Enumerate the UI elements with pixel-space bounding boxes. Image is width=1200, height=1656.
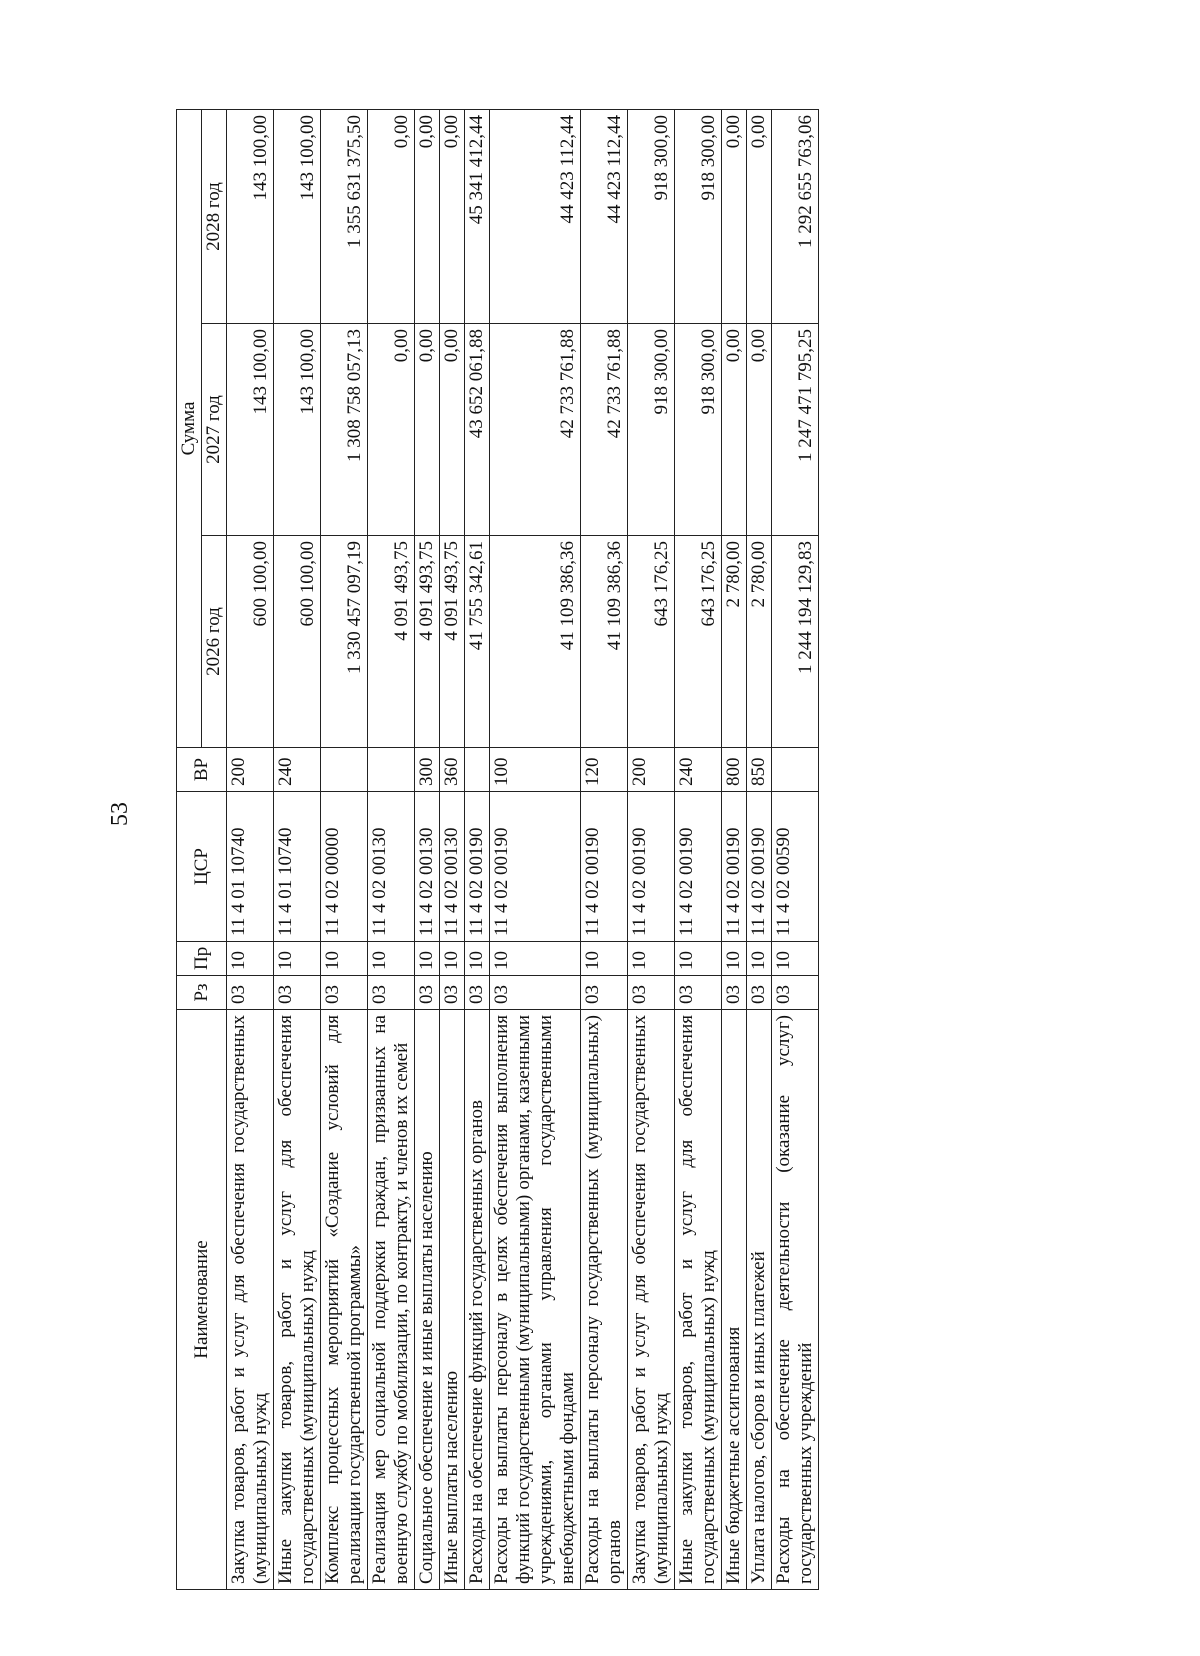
table-row: [581, 109, 628, 1589]
table-row: [747, 109, 772, 1589]
cell-rz: 03: [628, 976, 675, 1010]
page-number: 53: [107, 802, 133, 826]
cell-2027: 0,00: [722, 324, 747, 536]
cell-pr: 10: [722, 942, 747, 976]
cell-2027: 1 247 471 795,25: [772, 324, 819, 536]
cell-vr: 300: [415, 748, 440, 792]
cell-rz: 03: [675, 976, 722, 1010]
cell-name: Комплекс процессных мероприятий «Создание условий для реализации государственной программы»: [321, 1010, 368, 1590]
cell-name: Расходы на выплаты персоналу в целях обеспечения выполнения функций государственными (муниципальными) органами, казенными учреждениями, органами управления государственными внебюджетными фондами: [490, 1010, 581, 1590]
header-csr: ЦСР: [177, 792, 227, 942]
cell-csr: 11 4 02 00190: [747, 792, 772, 942]
cell-name: Реализация мер социальной поддержки граждан, призванных на военную службу по мобилизации, по контракту, и членов их семей: [368, 1010, 415, 1590]
cell-csr: 11 4 02 00130: [368, 792, 415, 942]
cell-csr: 11 4 02 00190: [675, 792, 722, 942]
cell-2026: 2 780,00: [722, 536, 747, 748]
cell-rz: 03: [321, 976, 368, 1010]
cell-csr: 11 4 01 10740: [274, 792, 321, 942]
cell-rz: 03: [465, 976, 490, 1010]
table-row: [628, 109, 675, 1589]
cell-2026: 600 100,00: [227, 536, 274, 748]
cell-name: Уплата налогов, сборов и иных платежей: [747, 1010, 772, 1590]
table-row: [321, 109, 368, 1589]
cell-pr: 10: [490, 942, 581, 976]
cell-name: Иные закупки товаров, работ и услуг для обеспечения государственных (муниципальных) нужд: [675, 1010, 722, 1590]
cell-pr: 10: [440, 942, 465, 976]
table-row: [465, 109, 490, 1589]
cell-2028: 918 300,00: [628, 109, 675, 323]
cell-vr: 120: [581, 748, 628, 792]
cell-pr: 10: [675, 942, 722, 976]
cell-2028: 0,00: [415, 109, 440, 323]
table-row: [368, 109, 415, 1589]
cell-rz: 03: [722, 976, 747, 1010]
cell-name: Иные выплаты населению: [440, 1010, 465, 1590]
cell-2027: 1 308 758 057,13: [321, 324, 368, 536]
cell-name: Расходы на выплаты персоналу государственных (муниципальных) органов: [581, 1010, 628, 1590]
cell-rz: 03: [415, 976, 440, 1010]
cell-pr: 10: [772, 942, 819, 976]
cell-rz: 03: [227, 976, 274, 1010]
cell-vr: [772, 748, 819, 792]
cell-2028: 0,00: [440, 109, 465, 323]
table-row: [490, 109, 581, 1589]
cell-name: Социальное обеспечение и иные выплаты населению: [415, 1010, 440, 1590]
cell-pr: 10: [321, 942, 368, 976]
table-row: [274, 109, 321, 1589]
table-row: [722, 109, 747, 1589]
budget-table: [176, 109, 819, 1590]
cell-csr: 11 4 02 00130: [440, 792, 465, 942]
cell-2027: 0,00: [747, 324, 772, 536]
cell-2028: 0,00: [747, 109, 772, 323]
cell-vr: 200: [628, 748, 675, 792]
cell-2026: 600 100,00: [274, 536, 321, 748]
cell-2028: 918 300,00: [675, 109, 722, 323]
cell-2027: 0,00: [368, 324, 415, 536]
cell-2027: 918 300,00: [675, 324, 722, 536]
header-pr: Пр: [177, 942, 227, 976]
cell-pr: 10: [581, 942, 628, 976]
cell-2026: 1 244 194 129,83: [772, 536, 819, 748]
cell-2026: 4 091 493,75: [368, 536, 415, 748]
cell-2026: 1 330 457 097,19: [321, 536, 368, 748]
header-rz: Рз: [177, 976, 227, 1010]
cell-name: Закупка товаров, работ и услуг для обеспечения государственных (муниципальных) нужд: [628, 1010, 675, 1590]
cell-2027: 42 733 761,88: [490, 324, 581, 536]
cell-2027: 143 100,00: [227, 324, 274, 536]
cell-2027: 143 100,00: [274, 324, 321, 536]
header-2027: 2027 год: [202, 324, 227, 536]
cell-name: Закупка товаров, работ и услуг для обеспечения государственных (муниципальных) нужд: [227, 1010, 274, 1590]
cell-2028: 1 355 631 375,50: [321, 109, 368, 323]
cell-2027: 42 733 761,88: [581, 324, 628, 536]
cell-2026: 41 109 386,36: [490, 536, 581, 748]
cell-pr: 10: [227, 942, 274, 976]
cell-csr: 11 4 02 00590: [772, 792, 819, 942]
cell-2028: 1 292 655 763,06: [772, 109, 819, 323]
cell-rz: 03: [274, 976, 321, 1010]
cell-pr: 10: [747, 942, 772, 976]
cell-2027: 43 652 061,88: [465, 324, 490, 536]
cell-csr: 11 4 01 10740: [227, 792, 274, 942]
cell-pr: 10: [368, 942, 415, 976]
cell-2026: 41 755 342,61: [465, 536, 490, 748]
cell-vr: 200: [227, 748, 274, 792]
cell-rz: 03: [440, 976, 465, 1010]
cell-2026: 643 176,25: [628, 536, 675, 748]
cell-csr: 11 4 02 00190: [628, 792, 675, 942]
header-name: Наименование: [177, 1010, 227, 1590]
cell-2028: 44 423 112,44: [581, 109, 628, 323]
table-row: [440, 109, 465, 1589]
cell-2027: 918 300,00: [628, 324, 675, 536]
cell-csr: 11 4 02 00190: [465, 792, 490, 942]
cell-2026: 643 176,25: [675, 536, 722, 748]
cell-vr: [321, 748, 368, 792]
cell-2026: 2 780,00: [747, 536, 772, 748]
rotated-table-container: [176, 110, 1006, 1590]
cell-vr: 240: [675, 748, 722, 792]
cell-vr: 850: [747, 748, 772, 792]
table-row: [675, 109, 722, 1589]
cell-vr: 360: [440, 748, 465, 792]
cell-csr: 11 4 02 00000: [321, 792, 368, 942]
cell-name: Иные бюджетные ассигнования: [722, 1010, 747, 1590]
cell-csr: 11 4 02 00130: [415, 792, 440, 942]
cell-vr: 100: [490, 748, 581, 792]
cell-vr: [368, 748, 415, 792]
cell-2027: 0,00: [415, 324, 440, 536]
header-sum: Сумма: [177, 109, 202, 747]
header-2026: 2026 год: [202, 536, 227, 748]
cell-2027: 0,00: [440, 324, 465, 536]
cell-2028: 0,00: [368, 109, 415, 323]
cell-name: Расходы на обеспечение функций государственных органов: [465, 1010, 490, 1590]
cell-pr: 10: [628, 942, 675, 976]
cell-2026: 4 091 493,75: [415, 536, 440, 748]
cell-vr: 240: [274, 748, 321, 792]
cell-csr: 11 4 02 00190: [581, 792, 628, 942]
table-row: [415, 109, 440, 1589]
cell-2026: 4 091 493,75: [440, 536, 465, 748]
header-2028: 2028 год: [202, 109, 227, 323]
cell-pr: 10: [465, 942, 490, 976]
cell-2028: 0,00: [722, 109, 747, 323]
cell-2028: 143 100,00: [227, 109, 274, 323]
cell-csr: 11 4 02 00190: [490, 792, 581, 942]
cell-vr: 800: [722, 748, 747, 792]
header-vr: ВР: [177, 748, 227, 792]
cell-name: Расходы на обеспечение деятельности (оказание услуг) государственных учреждений: [772, 1010, 819, 1590]
cell-csr: 11 4 02 00190: [722, 792, 747, 942]
cell-2026: 41 109 386,36: [581, 536, 628, 748]
cell-rz: 03: [368, 976, 415, 1010]
cell-pr: 10: [274, 942, 321, 976]
table-row: [227, 109, 274, 1589]
cell-name: Иные закупки товаров, работ и услуг для обеспечения государственных (муниципальных) нужд: [274, 1010, 321, 1590]
cell-pr: 10: [415, 942, 440, 976]
cell-rz: 03: [490, 976, 581, 1010]
cell-vr: [465, 748, 490, 792]
table-row: [772, 109, 819, 1589]
cell-2028: 45 341 412,44: [465, 109, 490, 323]
cell-rz: 03: [747, 976, 772, 1010]
cell-2028: 143 100,00: [274, 109, 321, 323]
cell-rz: 03: [581, 976, 628, 1010]
cell-rz: 03: [772, 976, 819, 1010]
cell-2028: 44 423 112,44: [490, 109, 581, 323]
